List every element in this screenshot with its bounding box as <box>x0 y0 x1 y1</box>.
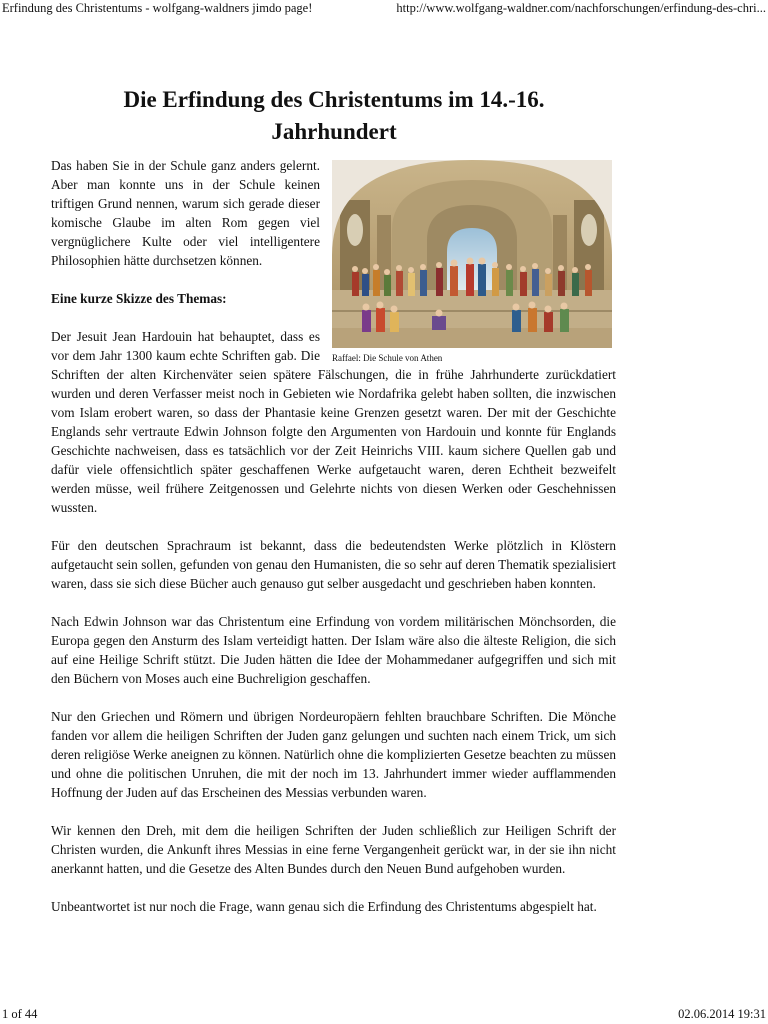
body-paragraph: Der Jesuit Jean Hardouin hat behauptet, dass es vor dem Jahr 1300 kaum echte Schriften gab. Die Schriften der alten Kirchenväter seien spätere Fälschungen, die in frühe Jahrhunderte zurückdatiert wurden und deren Verfasser meist noch in Gebieten wie Nordafrika gelebt haben sollten, die inzwischen vom Islam erobert waren, so dass der Phantasie keine Grenzen gesetzt waren. Der mit der Geschichte Englands sehr vertraute Edwin Johnson folgte den Argumenten von Hardouin und konnte für Englands Geschichte nachweisen, dass es tatsächlich vor der Zeit Heinrichs VIII. kaum sichere Quellen gab und dafür viele offensichtlich später geschaffenen Werke aufgetaucht waren, deren Echtheit bezweifelt werden müsse, weil frühere Zeitgenossen und Gelehrte nichts von diesen Werken oder Geschehnissen wussten. <box>51 329 616 515</box>
article-title: Die Erfindung des Christentums im 14.-16. Jahrhundert <box>123 87 545 144</box>
intro-paragraph: Das haben Sie in der Schule ganz anders gelernt. Aber man konnte uns in der Schule keinen triftigen Grund nennen, warum sich gerade dieser komische Glaube im alten Rom gegen viel vergnüglichere Kulte oder viel intelligentere Philosophien hätte durchsetzen können. <box>51 158 320 268</box>
article-body <box>51 156 616 935</box>
section-subheading: Eine kurze Skizze des Themas: <box>51 291 227 306</box>
school-of-athens-painting <box>332 160 612 348</box>
body-paragraph: Für den deutschen Sprachraum ist bekannt, dass die bedeutendsten Werke plötzlich in Klöstern aufgetaucht sein sollen, gefunden von genau den Humanisten, die so sehr auf deren Thematik spezialisiert waren, dass sie sich diese Bücher auch genauso gut selber ausgedacht und geschrieben haben konnten. <box>51 538 616 591</box>
print-footer-page-number: 1 of 44 <box>2 1007 38 1021</box>
image-caption: Raffael: Die Schule von Athen <box>332 353 443 363</box>
body-paragraph: Unbeantwortet ist nur noch die Frage, wann genau sich die Erfindung des Christentums abgespielt hat. <box>51 899 597 914</box>
print-footer-datetime: 02.06.2014 19:31 <box>678 1007 766 1021</box>
article-figure <box>332 160 616 364</box>
print-header-url[interactable]: http://www.wolfgang-waldner.com/nachforschungen/erfindung-des-chri... <box>396 1 766 15</box>
print-header-page-title: Erfindung des Christentums - wolfgang-waldners jimdo page! <box>2 1 313 15</box>
body-paragraph: Wir kennen den Dreh, mit dem die heiligen Schriften der Juden schließlich zur Heiligen Schrift der Christen wurden, die Ankunft ihres Messias in eine ferne Vergangenheit gerückt war, in der sie ihn nicht anerkannt hatten, und die Gesetze des Alten Bundes durch den Neuen Bund aufgehoben wurden. <box>51 823 616 876</box>
body-paragraph: Nur den Griechen und Römern und übrigen Nordeuropäern fehlten brauchbare Schriften. Die Mönche fanden vor allem die heiligen Schriften der Juden ganz gelungen und suchten nach einem Trick, um sich deren religiöse Werke aneignen zu können. Natürlich ohne die komplizierten Gesetze beachten zu müssen und ohne die politischen Unruhen, die mit der noch im 13. Jahrhundert immer wieder aufflammenden Hoffnung der Juden auf das Erscheinen des Messias verbunden waren. <box>51 709 616 800</box>
body-paragraph: Nach Edwin Johnson war das Christentum eine Erfindung von vordem militärischen Mönchsorden, die Europa gegen den Ansturm des Islam verteidigt hatten. Der Islam wäre also die älteste Religion, die sich auf eine Heilige Schrift stützt. Die Juden hätten die Idee der Mohammedaner aufgegriffen und sich mit den Büchern von Moses auch eine Buchreligion geschaffen. <box>51 614 616 686</box>
